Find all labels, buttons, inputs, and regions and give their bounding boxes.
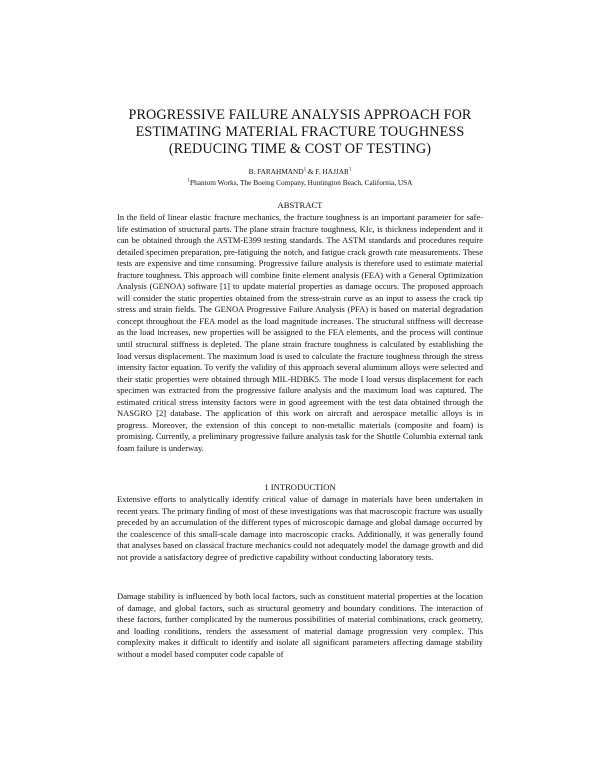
abstract-heading: ABSTRACT: [277, 200, 323, 210]
title-line-1: PROGRESSIVE FAILURE ANALYSIS APPROACH FOR: [128, 107, 472, 123]
author-list: [60, 167, 540, 177]
author-1: B. FARAHMAND: [248, 167, 304, 176]
abstract-body: In the field of linear elastic fracture mechanics, the fracture toughness is an important parameter for safe-life estimation of structural parts. The plane strain fracture toughness, KIc, is thickness independent and it can be obtained through the ASTM-E399 testing standards. The ASTM standards and procedures require detailed specimen preparation, pre-fatiguing the notch, and fatigue crack growth rate measurements. These tests are expensive and time consuming. Progressive failure analysis is therefore used to estimate material fracture toughness. This approach will combine finite element analysis (FEA) with a General Optimization Analysis (GENOA) software [1] to update material properties as damage occurs. The proposed approach will consider the static properties obtained from the stress-strain curve as an input to assess the crack tip stress and strain fields. The GENOA Progressive Failure Analysis (PFA) is based on material degradation concept throughout the FEA model as the load magnitude increases. The structural stiffness will decrease as the load increases, new properties will be assigned to the FEA elements, and the process will continue until structural stiffness is depleted. The plane strain fracture toughness is calculated by establishing the load versus displacement. The maximum load is used to calculate the fracture toughness through the stress intensity factor equation. To verify the validity of this approach several aluminum alloys were selected and their static properties were obtained through MIL-HDBK5. The mode I load versus displacement for each specimen was extracted from the progressive failure analysis and the maximum load was captured. The estimated critical stress intensity factors were in good agreement with the test data obtained through the NASGRO [2] database. The application of this work on aircraft and aerospace metallic alloys is in progress. Moreover, the extension of this concept to non-metallic materials (composite and foam) is promising. Currently, a preliminary progressive failure analysis task for the Shuttle Columbia external tank foam failure is underway.: [117, 212, 483, 453]
affiliation: [60, 178, 540, 188]
author-1-affiliation-mark: 1: [303, 167, 307, 173]
title-line-2: ESTIMATING MATERIAL FRACTURE TOUGHNESS: [135, 124, 465, 140]
author-2-affiliation-mark: 1: [348, 167, 352, 173]
affiliation-text: Phantom Works, The Boeing Company, Huntington Beach, California, USA: [190, 178, 413, 187]
paper-title: [60, 107, 540, 158]
introduction-paragraph-2: Damage stability is influenced by both local factors, such as constituent material properties at the location of damage, and global factors, such as structural geometry and boundary conditions. The interaction of these factors, further complicated by the numerous possibilities of material combinations, crack geometry, and loading conditions, renders the assessment of material damage progression very complex. This complexity makes it difficult to identify and isolate all significant parameters affecting damage stability without a model based computer code capable of: [117, 591, 483, 659]
affiliation-mark: 1: [187, 178, 191, 184]
introduction-heading: 1 INTRODUCTION: [264, 482, 336, 492]
title-line-3: (REDUCING TIME & COST OF TESTING): [168, 141, 432, 157]
author-2: & F. HAJJAR: [306, 167, 349, 176]
introduction-paragraph-1: Extensive efforts to analytically identify critical value of damage in materials have been undertaken in recent years. The primary finding of most of these investigations was that macroscopic fracture was usually preceded by an accumulation of the different types of microscopic damage and global damage occurred by the coalescence of this small-scale damage into macroscopic cracks. Additionally, it was generally found that analyses based on classical fracture mechanics could not adequately model the damage growth and did not provide a satisfactory degree of predictive capability without conducting laboratory tests.: [117, 494, 483, 562]
